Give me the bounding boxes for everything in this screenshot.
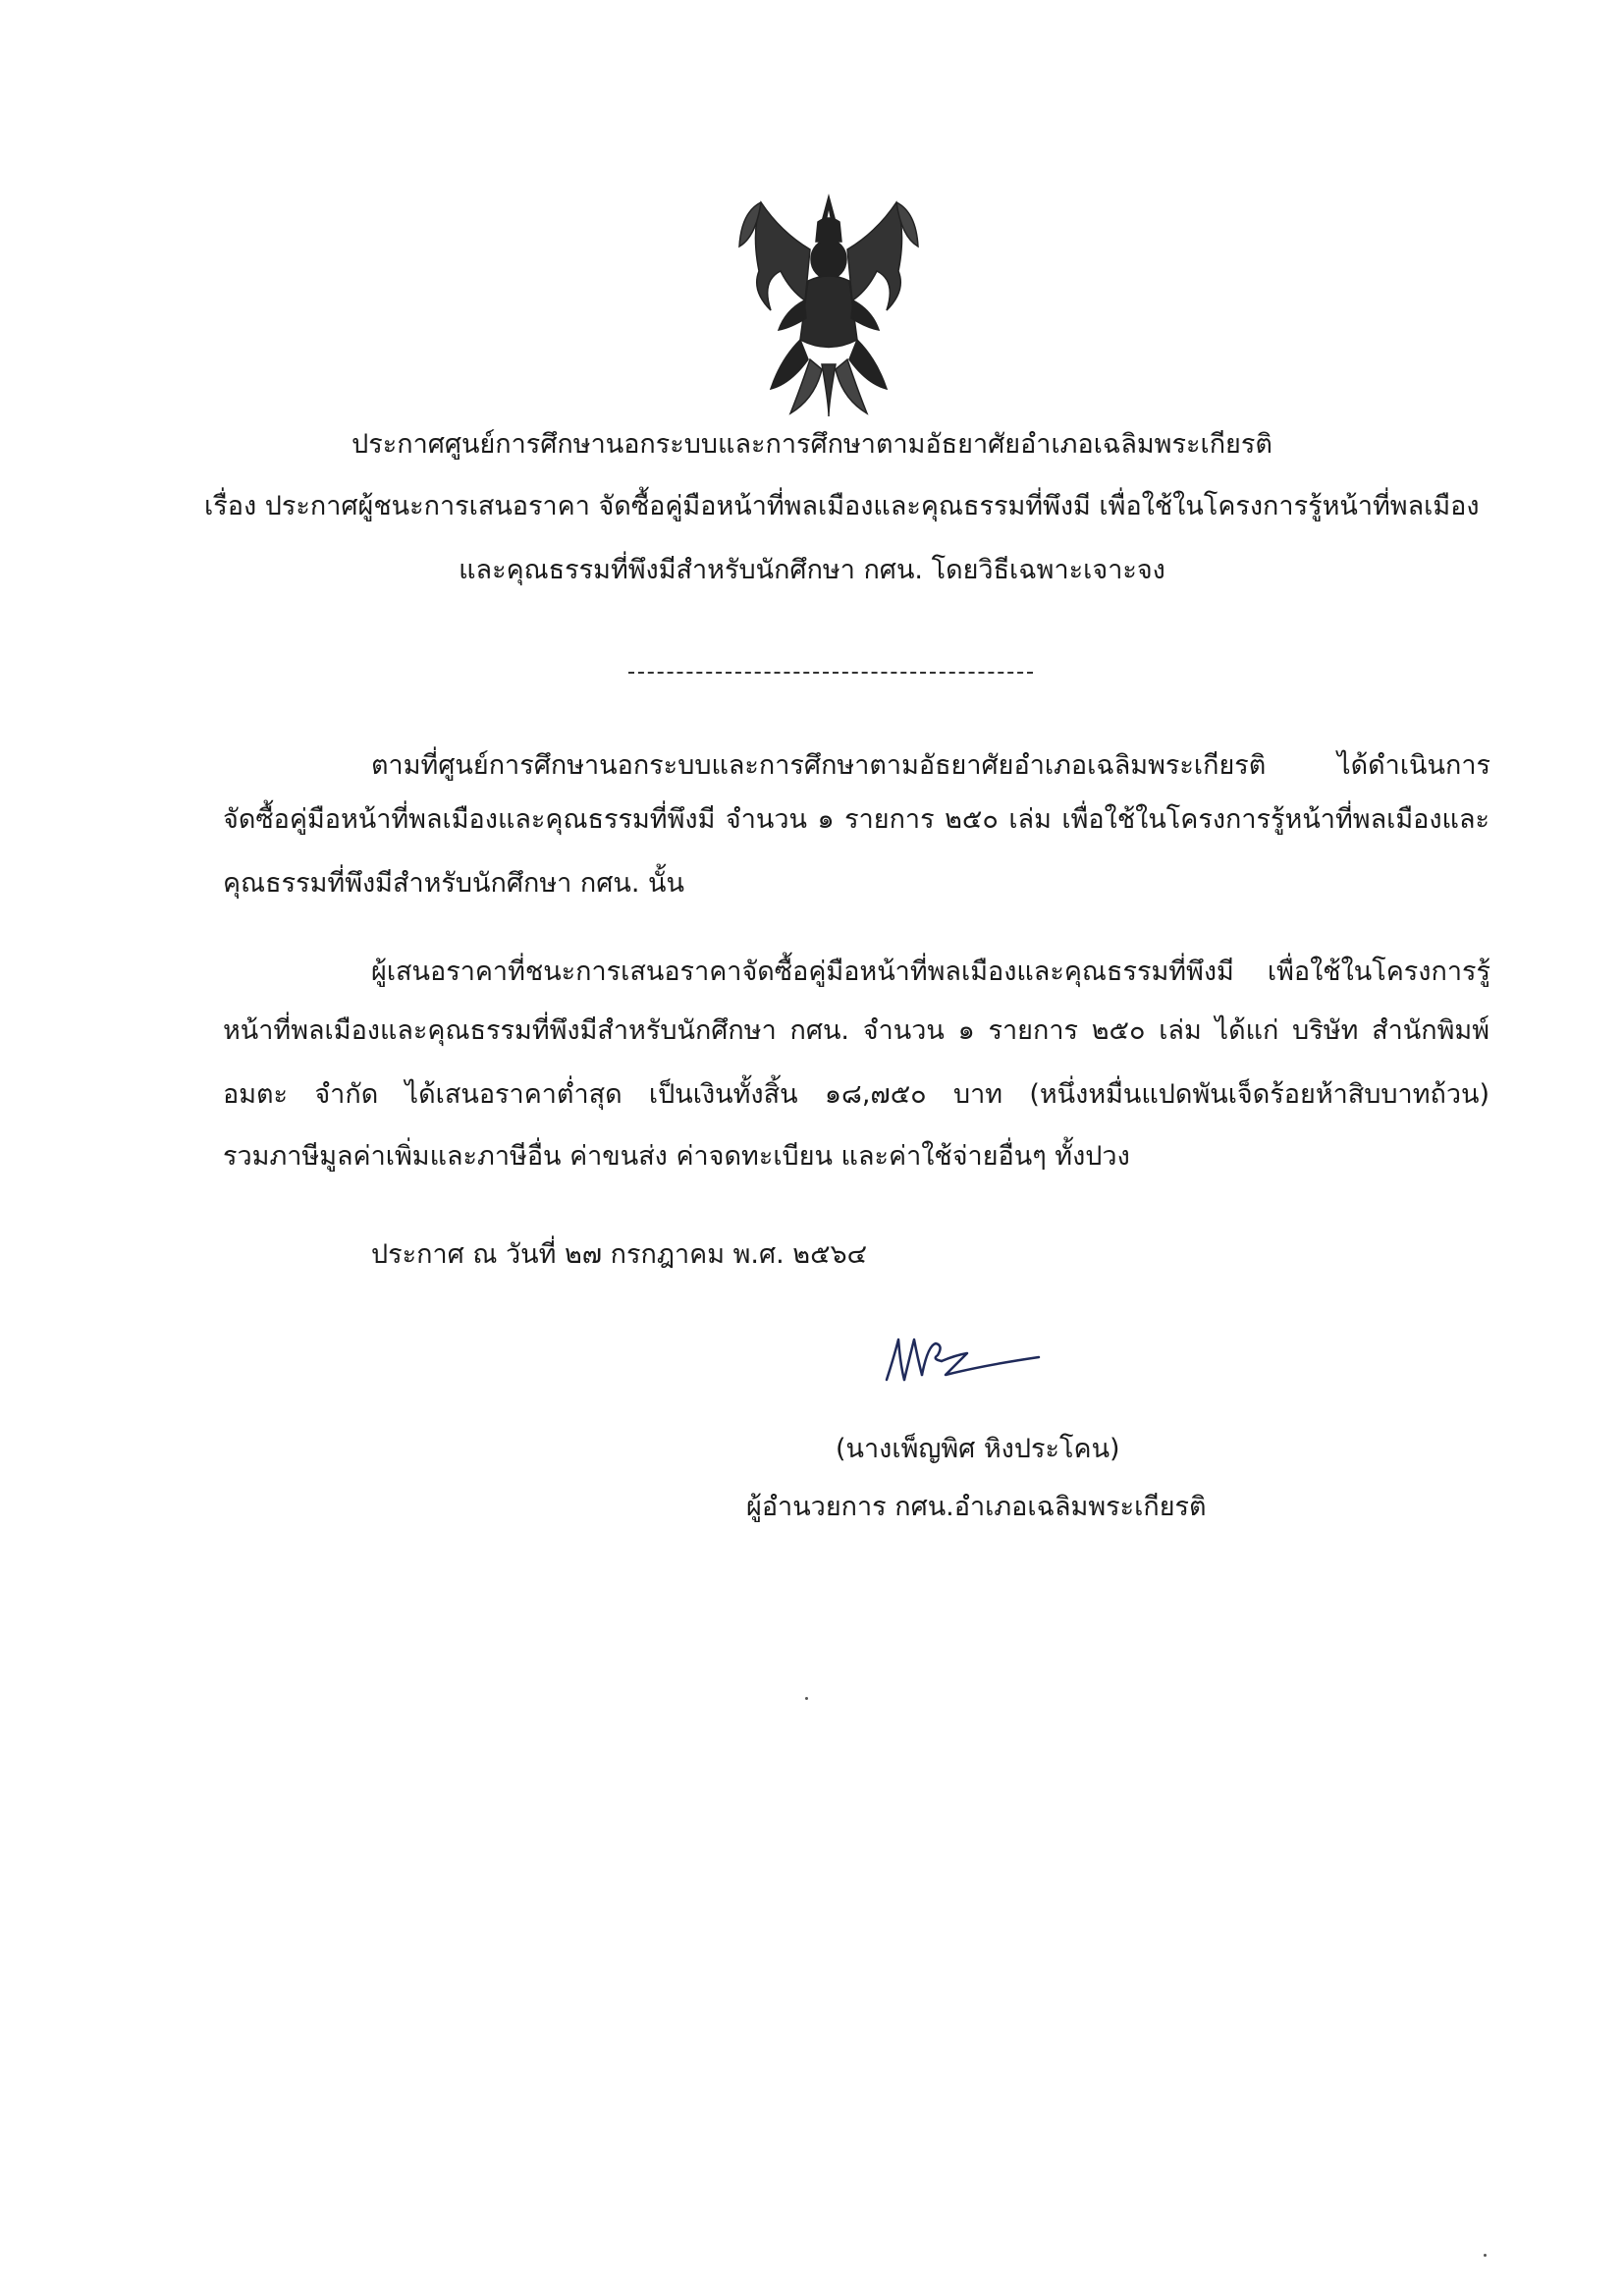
- paragraph2-line2: หน้าที่พลเมืองและคุณธรรมที่พึงมีสำหรับนักศึกษา กศน. จำนวน ๑ รายการ ๒๕๐ เล่ม ได้แก่ บริษัท สำนักพิมพ์: [223, 1015, 1489, 1046]
- announcement-subject-line1: เรื่อง ประกาศผู้ชนะการเสนอราคา จัดซื้อคู่มือหน้าที่พลเมืองและคุณธรรมที่พึงมี เพื่อใช้ในโครงการรู้หน้าที่พลเมือง: [204, 491, 1480, 521]
- scan-speck: [1484, 2254, 1487, 2257]
- paragraph1-line1: ตามที่ศูนย์การศึกษานอกระบบและการศึกษาตามอัธยาศัยอำเภอเฉลิมพระเกียรติ ได้ดำเนินการ: [371, 750, 1490, 781]
- announcement-date: ประกาศ ณ วันที่ ๒๗ กรกฎาคม พ.ศ. ๒๕๖๔: [371, 1239, 868, 1270]
- paragraph2-line3: อมตะ จำกัด ได้เสนอราคาต่ำสุด เป็นเงินทั้งสิ้น ๑๘,๗๕๐ บาท (หนึ่งหมื่นแปดพันเจ็ดร้อยห้าสิบบาทถ้วน): [223, 1079, 1489, 1110]
- paragraph2-line4: รวมภาษีมูลค่าเพิ่มและภาษีอื่น ค่าขนส่ง ค่าจดทะเบียน และค่าใช้จ่ายอื่นๆ ทั้งปวง: [223, 1141, 1130, 1172]
- header-separator: [628, 672, 1033, 674]
- announcement-issuer: ประกาศศูนย์การศึกษานอกระบบและการศึกษาตามอัธยาศัยอำเภอเฉลิมพระเกียรติ: [352, 429, 1272, 460]
- signatory-name: (นางเพ็ญพิศ หิงประโคน): [836, 1434, 1120, 1464]
- paragraph1-line2: จัดซื้อคู่มือหน้าที่พลเมืองและคุณธรรมที่พึงมี จำนวน ๑ รายการ ๒๕๐ เล่ม เพื่อใช้ในโครงการรู้หน้าที่พลเมืองและ: [223, 804, 1489, 835]
- signatory-position: ผู้อำนวยการ กศน.อำเภอเฉลิมพระเกียรติ: [746, 1492, 1207, 1522]
- paragraph2-line1: ผู้เสนอราคาที่ชนะการเสนอราคาจัดซื้อคู่มือหน้าที่พลเมืองและคุณธรรมที่พึงมี เพื่อใช้ในโครงการรู้: [371, 957, 1490, 987]
- handwritten-signature: [877, 1326, 1073, 1394]
- announcement-subject-line2: และคุณธรรมที่พึงมีสำหรับนักศึกษา กศน. โดยวิธีเฉพาะเจาะจง: [459, 555, 1165, 585]
- garuda-emblem-icon: [731, 192, 926, 418]
- scan-speck: [805, 1697, 808, 1700]
- paragraph1-line3: คุณธรรมที่พึงมีสำหรับนักศึกษา กศน. นั้น: [223, 868, 684, 899]
